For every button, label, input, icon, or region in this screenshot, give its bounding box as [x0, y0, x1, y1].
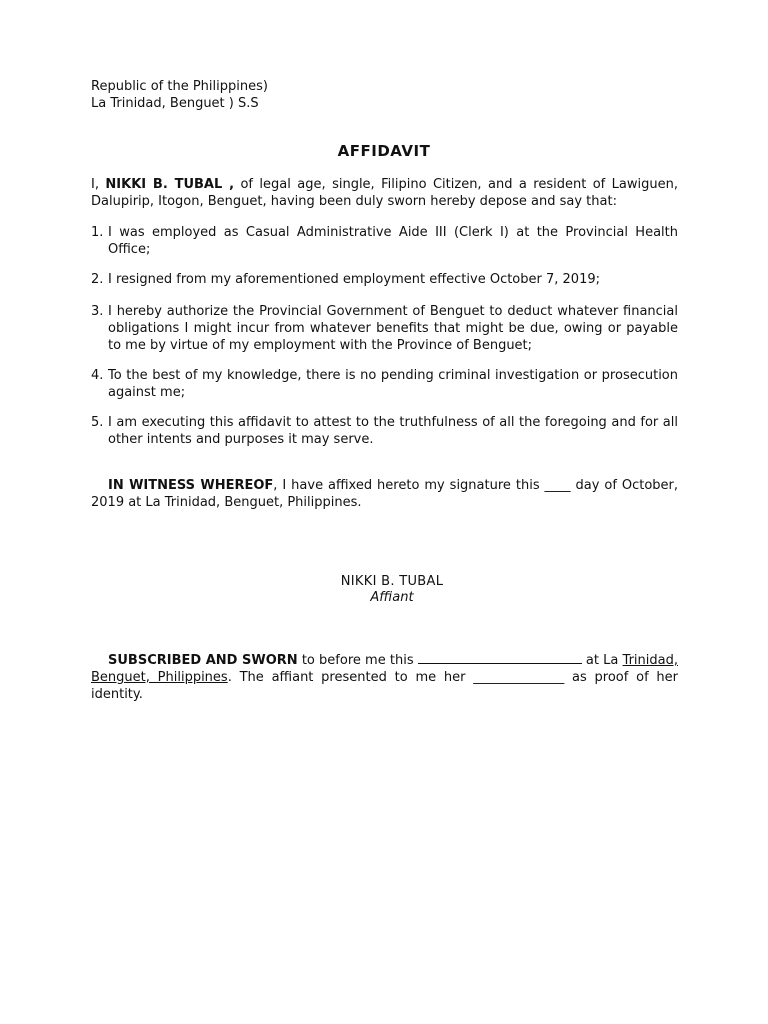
list-item	[91, 224, 678, 258]
list-item	[91, 414, 678, 448]
list-item-number: 2.	[91, 272, 104, 287]
list-item-text: I was employed as Casual Administrative Aide III (Clerk I) at the Provincial Health Office;	[108, 225, 678, 257]
list-item-text: I am executing this affidavit to attest to the truthfulness of all the foregoing and for all other intents and purposes it may serve.	[108, 415, 678, 447]
list-item-text: To the best of my knowledge, there is no pending criminal investigation or prosecution against me;	[108, 368, 678, 400]
jurat-part-3: . The affiant presented to me her ______________ as proof of her identity.	[91, 670, 679, 702]
witness-rest: , I have affixed hereto my signature this ____ day of October, 2019 at La Trinidad, Benguet, Philippines.	[91, 478, 679, 510]
intro-rest: of legal age, single, Filipino Citizen, and a resident of Lawiguen, Dalupirip, Itogon, Benguet, having been duly sworn hereby depose and say that:	[91, 177, 678, 209]
jurat-place: Trinidad, Benguet, Philippines	[91, 653, 678, 685]
signatory-role: Affiant	[370, 590, 414, 605]
list-item	[91, 271, 678, 288]
venue-block	[91, 78, 268, 112]
intro-prefix: I,	[91, 177, 106, 192]
jurat-part-2: at La	[581, 653, 623, 668]
venue-line-2: La Trinidad, Benguet ) S.S	[91, 96, 259, 111]
list-item-text: I resigned from my aforementioned employment effective October 7, 2019;	[108, 272, 600, 287]
list-item-number: 3.	[91, 304, 104, 319]
witness-lead: IN WITNESS WHEREOF	[108, 478, 274, 493]
list-item-number: 4.	[91, 368, 104, 383]
jurat-part-1: to before me this	[297, 653, 418, 668]
signatory-name: NIKKI B. TUBAL	[340, 574, 444, 589]
list-item-text: I hereby authorize the Provincial Government of Benguet to deduct whatever financial obligations I might incur from whatever benefits that might be due, owing or payable to me by virtue of my employment with the Province of Benguet;	[108, 304, 678, 353]
document-title: AFFIDAVIT	[337, 142, 431, 160]
date-blank-line	[418, 652, 582, 664]
jurat-lead: SUBSCRIBED AND SWORN	[108, 653, 298, 668]
intro-paragraph	[91, 176, 678, 210]
venue-line-1: Republic of the Philippines)	[91, 79, 268, 94]
list-item	[91, 303, 678, 354]
list-item-number: 5.	[91, 415, 104, 430]
affiant-name-inline: NIKKI B. TUBAL ,	[105, 177, 235, 192]
witness-paragraph	[91, 477, 678, 511]
list-item-number: 1.	[91, 225, 104, 240]
list-item	[91, 367, 678, 401]
jurat-paragraph	[91, 652, 678, 703]
